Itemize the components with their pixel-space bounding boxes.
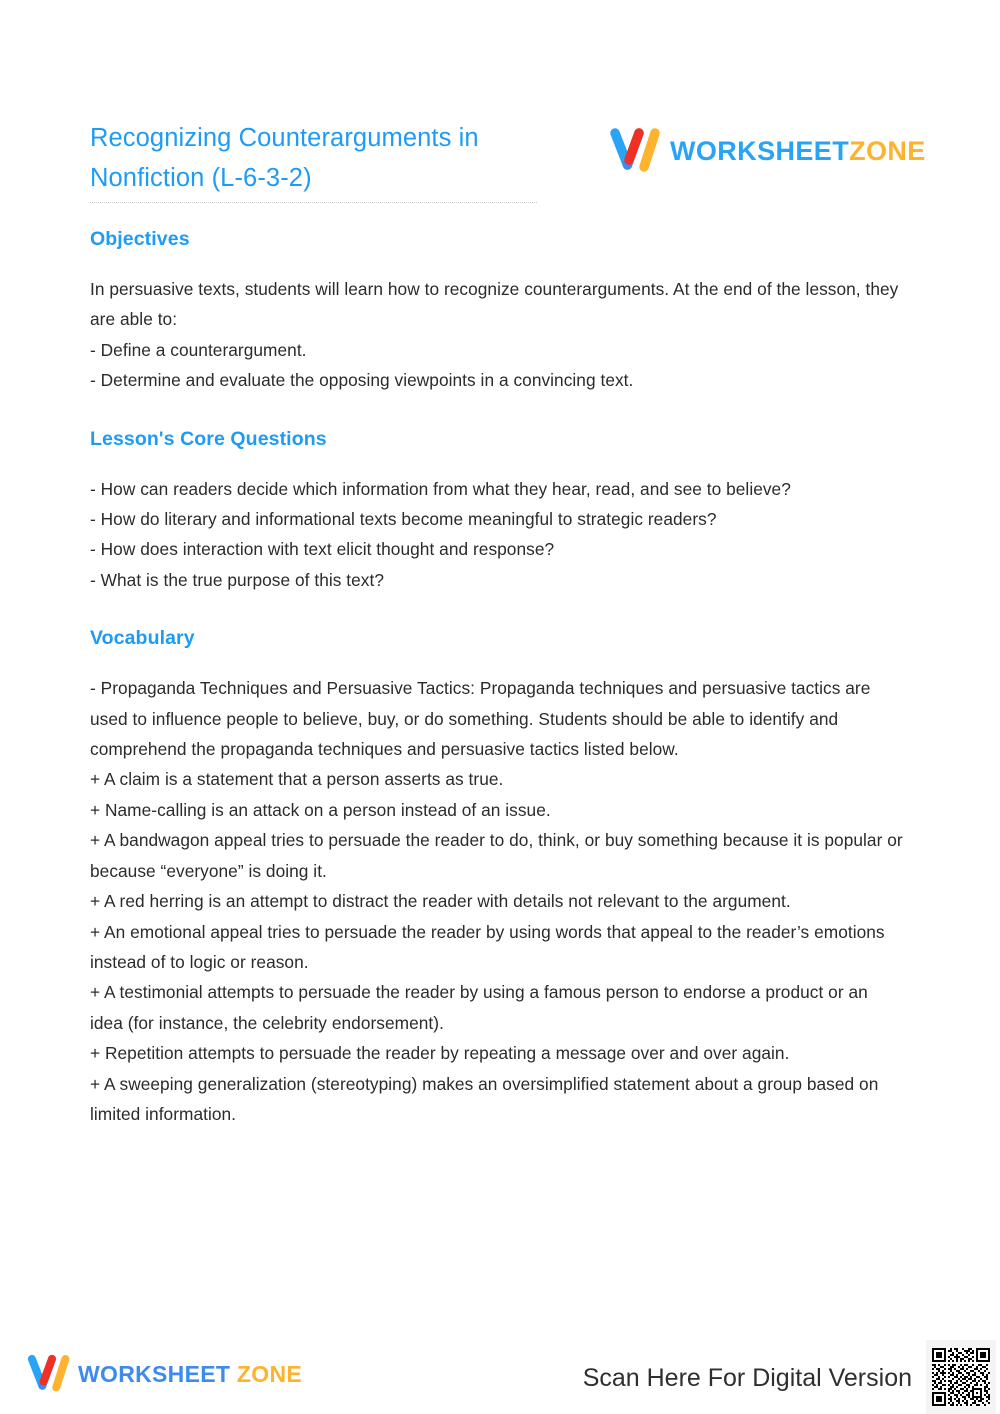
vocabulary-line-1: - Propaganda Techniques and Persuasive Tactics: Propaganda techniques and persuasive tactics are used to influence people to believe, buy, or do something. Students should be able to identify and comprehend the propaganda techniques and persuasive tactics listed below. <box>90 678 871 760</box>
brand-wordmark <box>670 135 926 166</box>
worksheet-content <box>90 226 905 1129</box>
worksheetzone-w-logo-icon <box>608 126 670 176</box>
brand-wordmark-footer-zone: ZONE <box>236 1360 302 1387</box>
vocabulary-line-2: + A claim is a statement that a person asserts as true. <box>90 769 504 790</box>
vocabulary-line-6: + An emotional appeal tries to persuade the reader by using words that appeal to the reader’s emotions instead of to logic or reason. <box>90 921 885 972</box>
spacer-after-objectives <box>90 396 905 426</box>
page-header <box>90 118 926 210</box>
spacer-after-core-questions <box>90 595 905 625</box>
core-question-2: - How do literary and informational texts become meaningful to strategic readers? <box>90 509 717 530</box>
objectives-line-3: - Determine and evaluate the opposing viewpoints in a convincing text. <box>90 370 634 391</box>
brand-wordmark-footer <box>78 1360 302 1387</box>
vocabulary-line-8: + Repetition attempts to persuade the reader by repeating a message over and over again. <box>90 1043 790 1064</box>
page-title-line-2: Nonfiction (L-6-3-2) <box>90 164 312 192</box>
page-footer <box>0 1340 1000 1414</box>
brand-wordmark-footer-worksheet: WORKSHEET <box>78 1360 231 1387</box>
objectives-line-1: In persuasive texts, students will learn how to recognize counterarguments. At the end of the lesson, they are able to: <box>90 279 899 330</box>
worksheetzone-w-logo-icon-footer <box>26 1352 78 1396</box>
section-heading-objectives: Objectives <box>90 228 190 250</box>
section-core-questions <box>90 426 905 596</box>
core-question-1: - How can readers decide which information from what they hear, read, and see to believe? <box>90 478 791 499</box>
vocabulary-line-9: + A sweeping generalization (stereotyping) makes an oversimplified statement about a group based on limited information. <box>90 1073 879 1124</box>
section-heading-vocabulary: Vocabulary <box>90 627 195 650</box>
brand-logo-footer[interactable] <box>26 1352 302 1396</box>
vocabulary-line-3: + Name-calling is an attack on a person instead of an issue. <box>90 799 551 820</box>
scan-prompt-text: Scan Here For Digital Version <box>582 1364 912 1392</box>
section-body-core-questions <box>90 452 905 596</box>
vocabulary-line-7: + A testimonial attempts to persuade the reader by using a famous person to endorse a product or an idea (for instance, the celebrity endorsement). <box>90 982 868 1033</box>
core-question-3: - How does interaction with text elicit thought and response? <box>90 539 555 560</box>
qr-code-icon[interactable] <box>926 1340 996 1414</box>
section-body-objectives <box>90 252 905 396</box>
section-body-vocabulary <box>90 651 905 1129</box>
brand-wordmark-worksheet: WORKSHEET <box>670 135 850 166</box>
vocabulary-line-5: + A red herring is an attempt to distract the reader with details not relevant to the argument. <box>90 891 791 912</box>
page-title <box>90 118 550 198</box>
brand-wordmark-zone: ZONE <box>849 135 926 166</box>
section-heading-core-questions: Lesson's Core Questions <box>90 427 327 450</box>
objectives-line-2: - Define a counterargument. <box>90 339 307 360</box>
page-title-line-1: Recognizing Counterarguments in <box>90 124 479 152</box>
brand-logo-header[interactable] <box>608 126 926 176</box>
core-question-4: - What is the true purpose of this text? <box>90 569 385 590</box>
section-vocabulary <box>90 625 905 1129</box>
section-objectives <box>90 226 905 396</box>
title-divider <box>90 202 537 203</box>
vocabulary-line-4: + A bandwagon appeal tries to persuade the reader to do, think, or buy something because it is popular or because “everyone” is doing it. <box>90 830 903 881</box>
